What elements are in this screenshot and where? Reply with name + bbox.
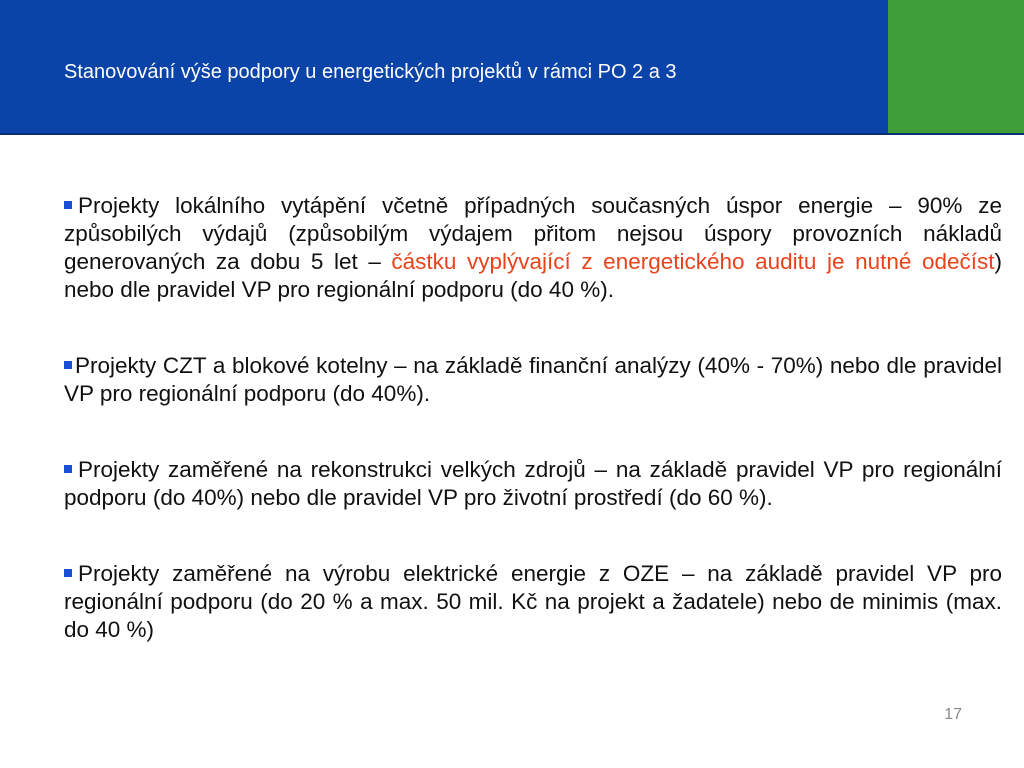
square-bullet-icon [64, 569, 72, 577]
bullet-text: Projekty zaměřené na výrobu elektrické energie z OZE – na základě pravidel VP pro regionální podporu (do 20 % a max. 50 mil. Kč na projekt a žadatele) nebo de minimis (max. do 40 %) [64, 561, 1002, 642]
bullet-list [64, 192, 1002, 644]
slide-title: Stanovování výše podpory u energetických projektů v rámci PO 2 a 3 [64, 61, 677, 83]
title-bar [0, 0, 888, 135]
bullet-item-local-heating [64, 192, 1002, 304]
bullet-text: Projekty zaměřené na rekonstrukci velkých zdrojů – na základě pravidel VP pro regionální podporu (do 40%) nebo dle pravidel VP pro životní prostředí (do 60 %). [64, 457, 1002, 510]
header-divider [0, 133, 1024, 135]
square-bullet-icon [64, 201, 72, 209]
bullet-item-oze [64, 560, 1002, 644]
square-bullet-icon [64, 465, 72, 473]
square-bullet-icon [64, 361, 72, 369]
bullet-text: Projekty CZT a blokové kotelny – na základě finanční analýzy (40% - 70%) nebo dle pravidel VP pro regionální podporu (do 40%). [64, 353, 1002, 406]
bullet-item-czt [64, 352, 1002, 408]
page-number: 17 [944, 706, 962, 723]
bullet-item-reconstruction [64, 456, 1002, 512]
highlighted-text: částku vyplývající z energetického auditu je nutné odečíst [391, 249, 995, 274]
green-accent-block [888, 0, 1024, 135]
bullet-text-end: ) nebo dle pravidel VP pro regionální podporu (do 40 %). [64, 249, 1002, 302]
bullet-text: Projekty lokálního vytápění včetně případných současných úspor energie – 90% ze způsobilých výdajů (způsobilým výdajem přitom nejsou úspory provozních nákladů generovaných za dobu 5 let – [64, 193, 1002, 274]
